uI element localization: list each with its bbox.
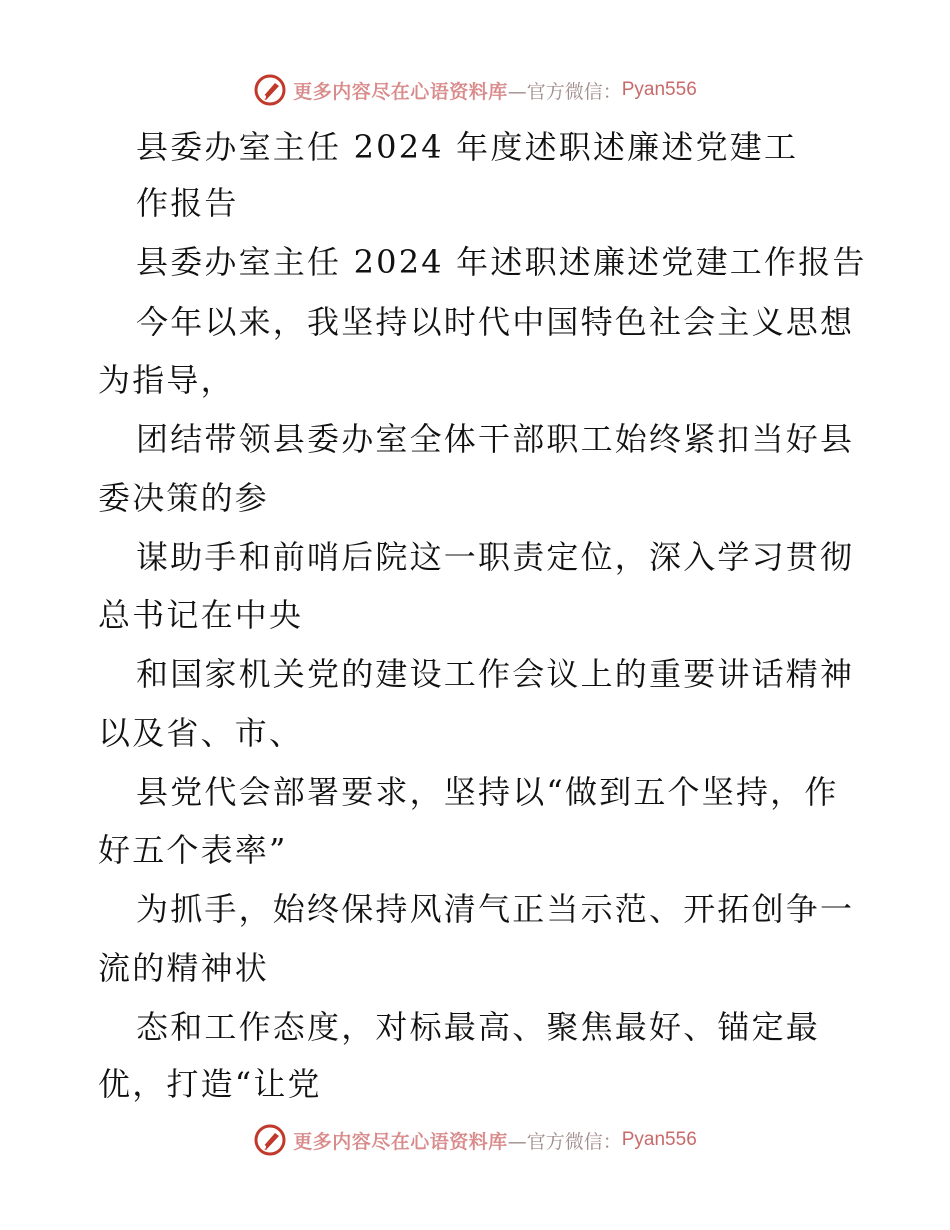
paragraph-line: 以及省、市、	[98, 714, 304, 752]
watermark-main-text: 更多内容尽在心语资料库	[293, 1130, 508, 1153]
paragraph-line: 好五个表率”	[98, 831, 288, 869]
watermark-side-text: —官方微信：	[507, 1130, 622, 1153]
paragraph-line: 今年以来，我坚持以时代中国特色社会主义思想	[136, 303, 855, 341]
watermark-main-text: 更多内容尽在心语资料库	[293, 80, 508, 103]
paragraph-line: 为抓手，始终保持风清气正当示范、开拓创争一	[136, 890, 855, 928]
paragraph-line: 态和工作态度，对标最高、聚焦最好、锚定最	[136, 1008, 821, 1046]
paragraph-line: 总书记在中央	[98, 596, 304, 634]
header-watermark	[0, 70, 950, 110]
paragraph-line: 委决策的参	[98, 479, 270, 517]
paragraph-line: 和国家机关党的建设工作会议上的重要讲话精神	[136, 655, 855, 693]
watermark-wechat-id: Pyan556	[621, 79, 697, 100]
pen-logo-icon	[253, 73, 287, 107]
paragraph-line: 流的精神状	[98, 949, 270, 987]
paragraph-line: 为指导，	[98, 361, 235, 399]
paragraph-line: 优，打造“让党	[98, 1065, 322, 1103]
footer-watermark	[0, 1120, 950, 1160]
paragraph-line: 县党代会部署要求，坚持以“做到五个坚持，作	[136, 773, 839, 811]
paragraph-line: 谋助手和前哨后院这一职责定位，深入学习贯彻	[136, 538, 855, 576]
paragraph-line: 团结带领县委办室全体干部职工始终紧扣当好县	[136, 420, 855, 458]
pen-logo-icon	[253, 1123, 287, 1157]
doc-subtitle-line: 县委办室主任 2024 年述职述廉述党建工作报告	[136, 243, 867, 281]
doc-title-line: 作报告	[136, 184, 239, 222]
watermark-wechat-id: Pyan556	[621, 1129, 697, 1150]
doc-title-line: 县委办室主任 2024 年度述职述廉述党建工	[136, 128, 799, 166]
watermark-side-text: —官方微信：	[507, 80, 622, 103]
